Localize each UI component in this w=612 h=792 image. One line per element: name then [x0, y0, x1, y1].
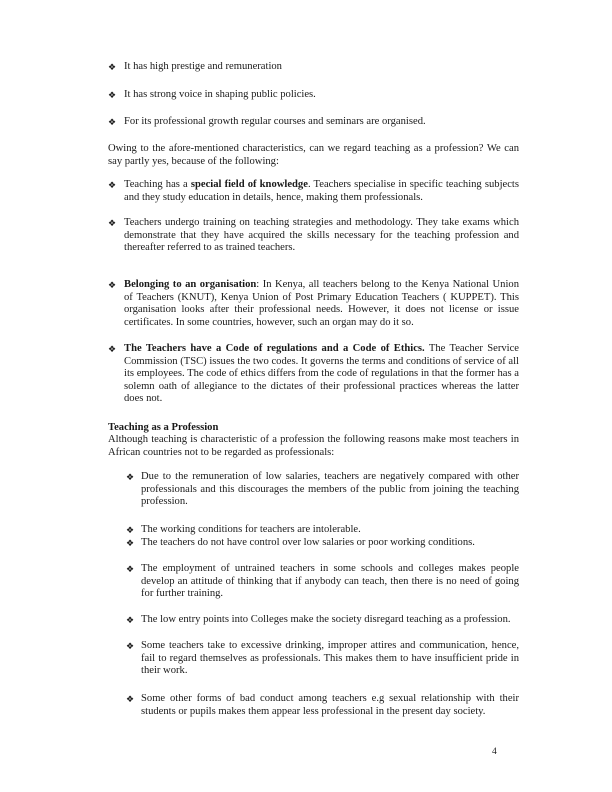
list-item-text: Teachers undergo training on teaching strategies and methodology. They take exams which demonstrate that they have acquired the skills necessary for the teaching profession and thereafter referred to as trained teachers.: [124, 217, 519, 254]
diamond-bullet-icon: ❖: [108, 117, 117, 127]
diamond-bullet-icon: ❖: [126, 472, 135, 482]
diamond-bullet-icon: ❖: [108, 90, 117, 100]
list-item-text: The low entry points into Colleges make the society disregard teaching as a profession.: [141, 614, 511, 625]
list-item-text: : In Kenya, all teachers belong to the Kenya National Union of Teachers (KNUT), Kenya Union of Post Primary Education Teachers ( KUPPET). This organisation looks after their professional needs. However, it does not license or issue certificates. In some countries, however, such an organ may do it so.: [124, 279, 520, 328]
diamond-bullet-icon: ❖: [108, 62, 117, 72]
list-item-text: . Teachers specialise in specific teaching subjects and they study education in details, hence, making them professionals.: [124, 179, 519, 203]
list-item-text: The Teacher Service Commission (TSC) issues the two codes. It governs the terms and conditions of service of all its employees. The code of ethics differs from the code of regulations in that the former has a solemn oath of allegiance to the dictates of their professional practices whereas the latter does not.: [124, 343, 519, 405]
list-item: [126, 524, 519, 537]
list-item: [108, 179, 519, 204]
diamond-bullet-icon: ❖: [108, 180, 117, 190]
list-item: [126, 471, 519, 509]
list-item-text: Some teachers take to excessive drinking, improper attires and communication, hence, fail to regard themselves as professionals. This makes them to have insufficient pride in their work.: [141, 640, 519, 677]
diamond-bullet-icon: ❖: [108, 280, 117, 290]
list-item: [108, 89, 519, 102]
diamond-bullet-icon: ❖: [126, 641, 135, 651]
diamond-bullet-icon: ❖: [126, 538, 135, 548]
emphasis-text: Belonging to an organisation: [124, 279, 257, 290]
list-item-text: The working conditions for teachers are intolerable.: [141, 524, 361, 535]
emphasis-text: special field of knowledge: [190, 179, 308, 190]
list-item-text: Teaching has a: [124, 179, 191, 190]
list-item-text: The employment of untrained teachers in some schools and colleges makes people develop an attitude of thinking that if anybody can teach, then there is no need of going for further training.: [141, 563, 519, 600]
list-item: [108, 343, 519, 406]
list-item-text: It has strong voice in shaping public policies.: [124, 89, 316, 100]
list-item: [108, 217, 519, 255]
intro-paragraph: Owing to the afore-mentioned characteristics, can we regard teaching as a profession? We can say partly yes, because of the following:: [108, 143, 519, 167]
list-item: [108, 61, 519, 74]
list-item-text: Some other forms of bad conduct among teachers e.g sexual relationship with their students or pupils makes them appear less professional in the present day society.: [141, 693, 519, 717]
list-item: [108, 279, 519, 329]
list-item-text: For its professional growth regular courses and seminars are organised.: [124, 116, 426, 127]
list-item: [126, 537, 519, 550]
list-item-text: The teachers do not have control over low salaries or poor working conditions.: [141, 537, 475, 548]
diamond-bullet-icon: ❖: [108, 218, 117, 228]
diamond-bullet-icon: ❖: [126, 564, 135, 574]
list-item: [108, 116, 519, 129]
list-item: [126, 614, 519, 627]
list-item: [126, 693, 519, 718]
diamond-bullet-icon: ❖: [108, 344, 117, 354]
emphasis-text: The Teachers have a Code of regulations and a Code of Ethics.: [124, 343, 425, 354]
list-item: [126, 563, 519, 601]
page-number: 4: [492, 747, 497, 757]
diamond-bullet-icon: ❖: [126, 615, 135, 625]
list-item-text: It has high prestige and remuneration: [124, 61, 282, 72]
section-intro-paragraph: Although teaching is characteristic of a profession the following reasons make most teachers in African countries not to be regarded as professionals:: [108, 434, 519, 458]
list-item: [126, 640, 519, 678]
list-item-text: Due to the remuneration of low salaries, teachers are negatively compared with other professionals and this discourages the members of the public from joining the teaching profession.: [141, 471, 519, 508]
diamond-bullet-icon: ❖: [126, 525, 135, 535]
diamond-bullet-icon: ❖: [126, 694, 135, 704]
section-heading: Teaching as a Profession: [108, 422, 219, 433]
